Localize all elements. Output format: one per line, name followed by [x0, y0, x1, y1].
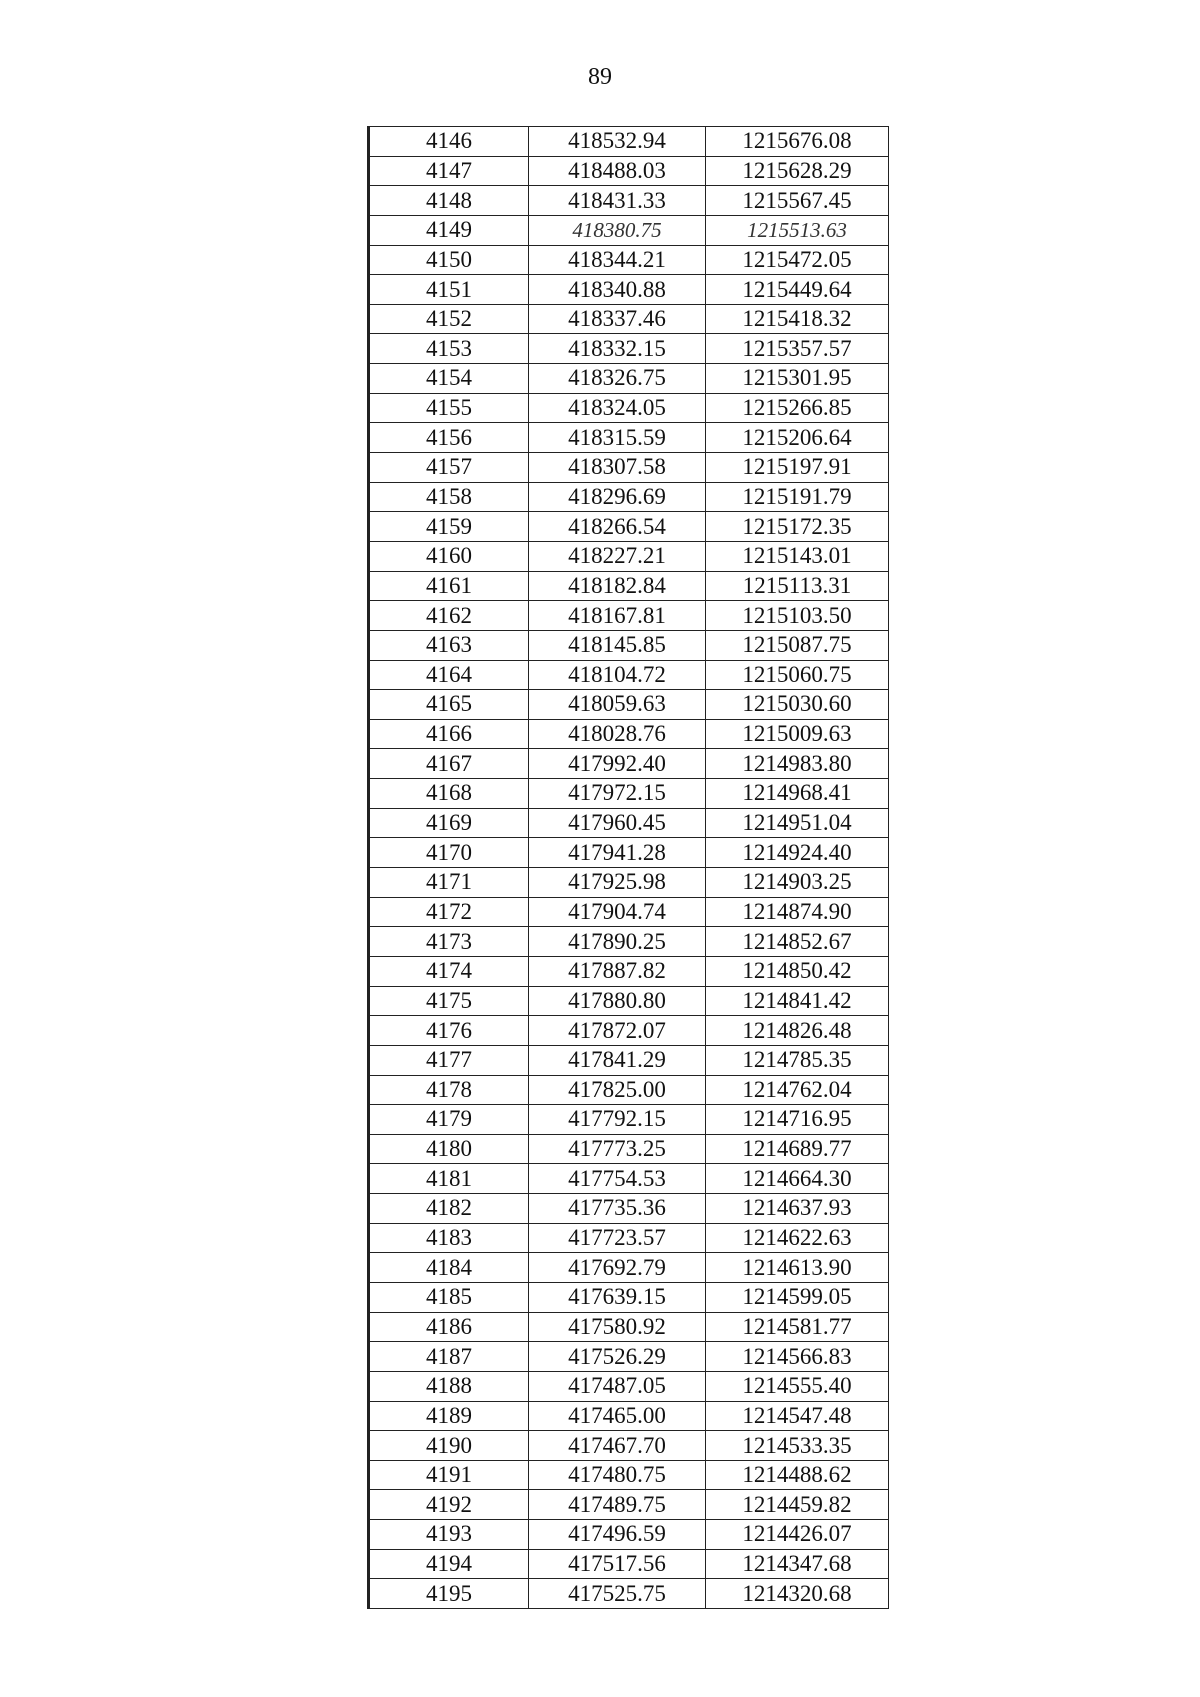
y-coordinate-cell: 1215191.79: [706, 482, 889, 512]
x-coordinate-cell: 418344.21: [529, 245, 706, 275]
point-id-cell: 4181: [369, 1164, 529, 1194]
point-id-cell: 4193: [369, 1520, 529, 1550]
point-id-cell: 4148: [369, 186, 529, 216]
point-id-cell: 4149: [369, 215, 529, 245]
y-coordinate-cell: 1215513.63: [706, 215, 889, 245]
x-coordinate-cell: 418167.81: [529, 601, 706, 631]
point-id-cell: 4150: [369, 245, 529, 275]
table-row: [369, 423, 889, 453]
x-coordinate-cell: 417480.75: [529, 1460, 706, 1490]
point-id-cell: 4195: [369, 1579, 529, 1609]
table-row: [369, 1075, 889, 1105]
table-row: [369, 749, 889, 779]
point-id-cell: 4160: [369, 541, 529, 571]
point-id-cell: 4157: [369, 453, 529, 483]
y-coordinate-cell: 1215143.01: [706, 541, 889, 571]
x-coordinate-cell: 417841.29: [529, 1045, 706, 1075]
x-coordinate-cell: 418532.94: [529, 127, 706, 157]
table-body: [369, 127, 889, 1609]
y-coordinate-cell: 1214785.35: [706, 1045, 889, 1075]
point-id-cell: 4169: [369, 808, 529, 838]
point-id-cell: 4185: [369, 1282, 529, 1312]
x-coordinate-cell: 417972.15: [529, 779, 706, 809]
y-coordinate-cell: 1215172.35: [706, 512, 889, 542]
x-coordinate-cell: 417487.05: [529, 1371, 706, 1401]
y-coordinate-cell: 1214547.48: [706, 1401, 889, 1431]
table-row: [369, 779, 889, 809]
x-coordinate-cell: 418337.46: [529, 304, 706, 334]
point-id-cell: 4146: [369, 127, 529, 157]
table-row: [369, 719, 889, 749]
table-row: [369, 897, 889, 927]
table-row: [369, 1016, 889, 1046]
x-coordinate-cell: 417525.75: [529, 1579, 706, 1609]
point-id-cell: 4152: [369, 304, 529, 334]
y-coordinate-cell: 1214581.77: [706, 1312, 889, 1342]
point-id-cell: 4155: [369, 393, 529, 423]
table-row: [369, 660, 889, 690]
point-id-cell: 4153: [369, 334, 529, 364]
x-coordinate-cell: 418326.75: [529, 364, 706, 394]
table-row: [369, 690, 889, 720]
x-coordinate-cell: 417692.79: [529, 1253, 706, 1283]
x-coordinate-cell: 417992.40: [529, 749, 706, 779]
x-coordinate-cell: 417496.59: [529, 1520, 706, 1550]
point-id-cell: 4176: [369, 1016, 529, 1046]
y-coordinate-cell: 1214903.25: [706, 868, 889, 898]
table-row: [369, 1342, 889, 1372]
y-coordinate-cell: 1214762.04: [706, 1075, 889, 1105]
y-coordinate-cell: 1214664.30: [706, 1164, 889, 1194]
table-row: [369, 956, 889, 986]
point-id-cell: 4178: [369, 1075, 529, 1105]
y-coordinate-cell: 1215087.75: [706, 630, 889, 660]
x-coordinate-cell: 417792.15: [529, 1105, 706, 1135]
y-coordinate-cell: 1215567.45: [706, 186, 889, 216]
y-coordinate-cell: 1214874.90: [706, 897, 889, 927]
point-id-cell: 4166: [369, 719, 529, 749]
x-coordinate-cell: 418182.84: [529, 571, 706, 601]
y-coordinate-cell: 1215030.60: [706, 690, 889, 720]
y-coordinate-cell: 1214533.35: [706, 1431, 889, 1461]
y-coordinate-cell: 1214459.82: [706, 1490, 889, 1520]
y-coordinate-cell: 1214983.80: [706, 749, 889, 779]
point-id-cell: 4164: [369, 660, 529, 690]
table-row: [369, 1194, 889, 1224]
x-coordinate-cell: 417960.45: [529, 808, 706, 838]
point-id-cell: 4188: [369, 1371, 529, 1401]
point-id-cell: 4168: [369, 779, 529, 809]
x-coordinate-cell: 418380.75: [529, 215, 706, 245]
point-id-cell: 4147: [369, 156, 529, 186]
table-row: [369, 453, 889, 483]
table-row: [369, 1371, 889, 1401]
table-row: [369, 1490, 889, 1520]
y-coordinate-cell: 1214637.93: [706, 1194, 889, 1224]
y-coordinate-cell: 1214924.40: [706, 838, 889, 868]
x-coordinate-cell: 417890.25: [529, 927, 706, 957]
y-coordinate-cell: 1214347.68: [706, 1549, 889, 1579]
point-id-cell: 4191: [369, 1460, 529, 1490]
x-coordinate-cell: 418307.58: [529, 453, 706, 483]
table-row: [369, 156, 889, 186]
table-row: [369, 601, 889, 631]
y-coordinate-cell: 1214566.83: [706, 1342, 889, 1372]
x-coordinate-cell: 418266.54: [529, 512, 706, 542]
table-row: [369, 1460, 889, 1490]
table-row: [369, 838, 889, 868]
x-coordinate-cell: 417872.07: [529, 1016, 706, 1046]
point-id-cell: 4194: [369, 1549, 529, 1579]
point-id-cell: 4175: [369, 986, 529, 1016]
y-coordinate-cell: 1215449.64: [706, 275, 889, 305]
coordinates-table: [367, 126, 889, 1609]
table-row: [369, 1134, 889, 1164]
y-coordinate-cell: 1214850.42: [706, 956, 889, 986]
point-id-cell: 4156: [369, 423, 529, 453]
table-row: [369, 1431, 889, 1461]
x-coordinate-cell: 418145.85: [529, 630, 706, 660]
point-id-cell: 4159: [369, 512, 529, 542]
table-row: [369, 275, 889, 305]
y-coordinate-cell: 1215060.75: [706, 660, 889, 690]
y-coordinate-cell: 1214426.07: [706, 1520, 889, 1550]
y-coordinate-cell: 1214622.63: [706, 1223, 889, 1253]
point-id-cell: 4174: [369, 956, 529, 986]
table-row: [369, 1312, 889, 1342]
point-id-cell: 4163: [369, 630, 529, 660]
x-coordinate-cell: 417825.00: [529, 1075, 706, 1105]
table-row: [369, 1520, 889, 1550]
point-id-cell: 4161: [369, 571, 529, 601]
point-id-cell: 4184: [369, 1253, 529, 1283]
y-coordinate-cell: 1215103.50: [706, 601, 889, 631]
table-row: [369, 364, 889, 394]
x-coordinate-cell: 417735.36: [529, 1194, 706, 1224]
point-id-cell: 4177: [369, 1045, 529, 1075]
y-coordinate-cell: 1214555.40: [706, 1371, 889, 1401]
y-coordinate-cell: 1215472.05: [706, 245, 889, 275]
point-id-cell: 4167: [369, 749, 529, 779]
point-id-cell: 4192: [369, 1490, 529, 1520]
y-coordinate-cell: 1215418.32: [706, 304, 889, 334]
x-coordinate-cell: 417941.28: [529, 838, 706, 868]
x-coordinate-cell: 418059.63: [529, 690, 706, 720]
table-row: [369, 1282, 889, 1312]
y-coordinate-cell: 1214488.62: [706, 1460, 889, 1490]
y-coordinate-cell: 1215009.63: [706, 719, 889, 749]
x-coordinate-cell: 417723.57: [529, 1223, 706, 1253]
table-row: [369, 334, 889, 364]
y-coordinate-cell: 1214826.48: [706, 1016, 889, 1046]
point-id-cell: 4172: [369, 897, 529, 927]
point-id-cell: 4154: [369, 364, 529, 394]
table-row: [369, 245, 889, 275]
y-coordinate-cell: 1214841.42: [706, 986, 889, 1016]
table-row: [369, 571, 889, 601]
y-coordinate-cell: 1215197.91: [706, 453, 889, 483]
table-row: [369, 541, 889, 571]
y-coordinate-cell: 1215676.08: [706, 127, 889, 157]
table-row: [369, 127, 889, 157]
point-id-cell: 4171: [369, 868, 529, 898]
x-coordinate-cell: 417880.80: [529, 986, 706, 1016]
y-coordinate-cell: 1214716.95: [706, 1105, 889, 1135]
table-row: [369, 1579, 889, 1609]
x-coordinate-cell: 418028.76: [529, 719, 706, 749]
point-id-cell: 4187: [369, 1342, 529, 1372]
point-id-cell: 4158: [369, 482, 529, 512]
point-id-cell: 4180: [369, 1134, 529, 1164]
table-row: [369, 1549, 889, 1579]
x-coordinate-cell: 418296.69: [529, 482, 706, 512]
y-coordinate-cell: 1214951.04: [706, 808, 889, 838]
y-coordinate-cell: 1215206.64: [706, 423, 889, 453]
x-coordinate-cell: 417465.00: [529, 1401, 706, 1431]
point-id-cell: 4186: [369, 1312, 529, 1342]
table-row: [369, 1164, 889, 1194]
y-coordinate-cell: 1214599.05: [706, 1282, 889, 1312]
point-id-cell: 4189: [369, 1401, 529, 1431]
table-row: [369, 304, 889, 334]
table-row: [369, 1223, 889, 1253]
table-row: [369, 1401, 889, 1431]
x-coordinate-cell: 417517.56: [529, 1549, 706, 1579]
table-row: [369, 927, 889, 957]
point-id-cell: 4173: [369, 927, 529, 957]
point-id-cell: 4190: [369, 1431, 529, 1461]
y-coordinate-cell: 1215266.85: [706, 393, 889, 423]
y-coordinate-cell: 1214613.90: [706, 1253, 889, 1283]
x-coordinate-cell: 417489.75: [529, 1490, 706, 1520]
point-id-cell: 4170: [369, 838, 529, 868]
x-coordinate-cell: 418340.88: [529, 275, 706, 305]
y-coordinate-cell: 1214852.67: [706, 927, 889, 957]
y-coordinate-cell: 1215628.29: [706, 156, 889, 186]
x-coordinate-cell: 417925.98: [529, 868, 706, 898]
y-coordinate-cell: 1214968.41: [706, 779, 889, 809]
x-coordinate-cell: 417887.82: [529, 956, 706, 986]
table-row: [369, 1045, 889, 1075]
y-coordinate-cell: 1215113.31: [706, 571, 889, 601]
page-number: 89: [588, 64, 612, 90]
point-id-cell: 4165: [369, 690, 529, 720]
table-row: [369, 215, 889, 245]
y-coordinate-cell: 1214689.77: [706, 1134, 889, 1164]
x-coordinate-cell: 417467.70: [529, 1431, 706, 1461]
point-id-cell: 4162: [369, 601, 529, 631]
table-row: [369, 1253, 889, 1283]
table-row: [369, 986, 889, 1016]
table-row: [369, 393, 889, 423]
x-coordinate-cell: 417904.74: [529, 897, 706, 927]
table-row: [369, 482, 889, 512]
table-row: [369, 512, 889, 542]
table-row: [369, 630, 889, 660]
point-id-cell: 4183: [369, 1223, 529, 1253]
x-coordinate-cell: 418104.72: [529, 660, 706, 690]
table-row: [369, 868, 889, 898]
table-row: [369, 1105, 889, 1135]
y-coordinate-cell: 1214320.68: [706, 1579, 889, 1609]
x-coordinate-cell: 417773.25: [529, 1134, 706, 1164]
x-coordinate-cell: 417580.92: [529, 1312, 706, 1342]
table-row: [369, 808, 889, 838]
x-coordinate-cell: 418315.59: [529, 423, 706, 453]
point-id-cell: 4151: [369, 275, 529, 305]
x-coordinate-cell: 417526.29: [529, 1342, 706, 1372]
x-coordinate-cell: 418332.15: [529, 334, 706, 364]
y-coordinate-cell: 1215357.57: [706, 334, 889, 364]
y-coordinate-cell: 1215301.95: [706, 364, 889, 394]
point-id-cell: 4182: [369, 1194, 529, 1224]
point-id-cell: 4179: [369, 1105, 529, 1135]
coordinates-table-container: [367, 126, 887, 1609]
table-row: [369, 186, 889, 216]
x-coordinate-cell: 418227.21: [529, 541, 706, 571]
x-coordinate-cell: 418488.03: [529, 156, 706, 186]
x-coordinate-cell: 418324.05: [529, 393, 706, 423]
x-coordinate-cell: 418431.33: [529, 186, 706, 216]
x-coordinate-cell: 417754.53: [529, 1164, 706, 1194]
x-coordinate-cell: 417639.15: [529, 1282, 706, 1312]
